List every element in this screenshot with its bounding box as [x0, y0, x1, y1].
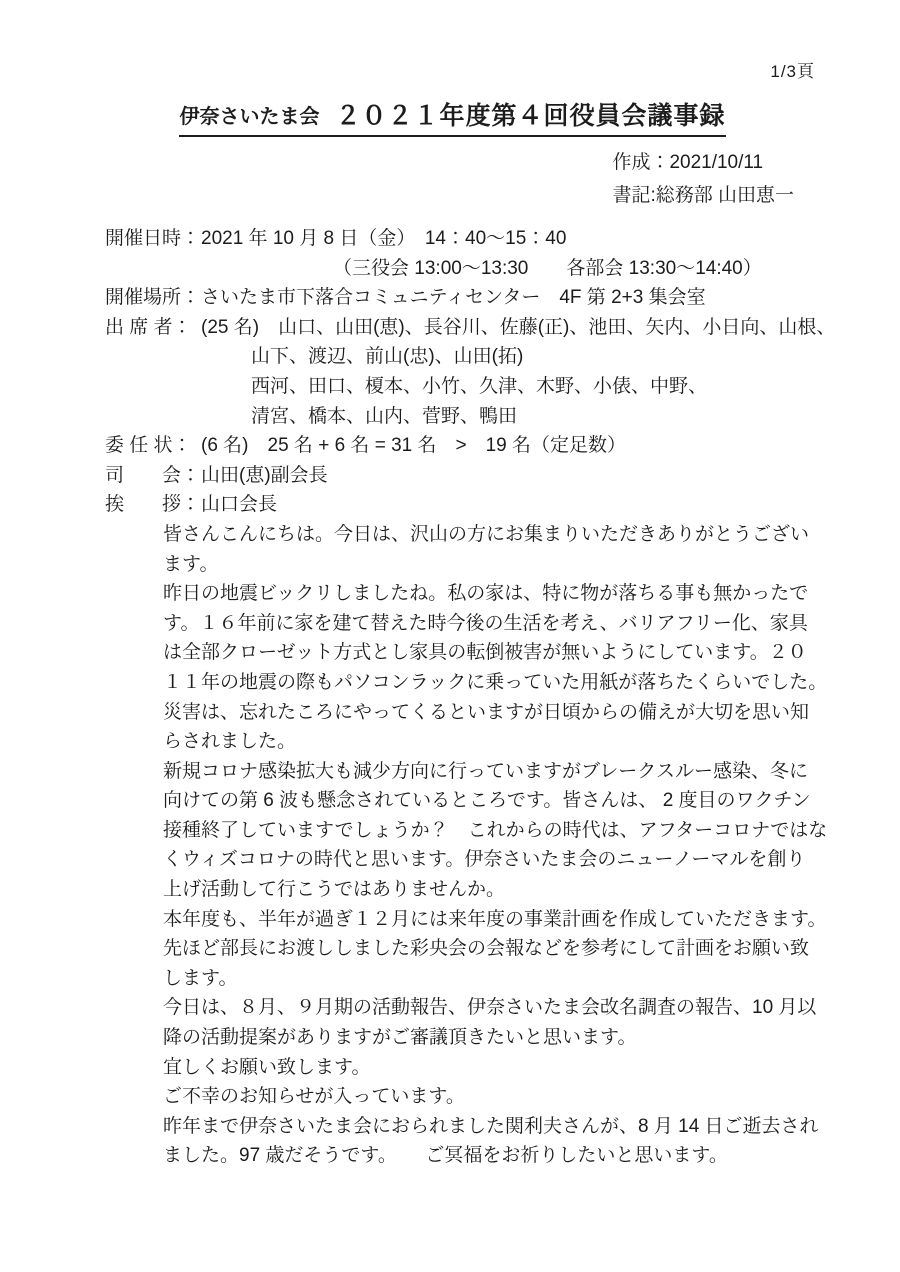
speech-line: します。 [163, 967, 238, 989]
speech-line: す。１６年前に家を建て替えた時今後の生活を考え、バリアフリー化、家具 [163, 612, 808, 634]
greeting-speech [163, 520, 828, 1171]
speech-line: 接種終了していますでしょうか？ これからの時代は、アフターコロナではな [163, 819, 828, 841]
greeting-value: 山口会長 [201, 494, 278, 516]
meeting-subtimes-row: （三役会 13:00～13:30 各部会 13:30～14:40） [333, 257, 762, 279]
created-line: 作成：2021/10/11 [612, 152, 764, 173]
moderator-value: 山田(恵)副会長 [201, 464, 328, 486]
speech-line: ます。 [163, 553, 219, 575]
speech-line: 向けての第 6 波も懸念されているところです。皆さんは、 2 度目のワクチン [163, 790, 811, 812]
speech-line: 降の活動提案がありますがご審議頂きたいと思います。 [163, 1027, 637, 1049]
speech-line: 今日は、８月、９月期の活動報告、伊奈さいたま会改名調査の報告、10 月以 [163, 997, 817, 1019]
meeting-datetime-label: 開催日時： [105, 228, 201, 249]
attendees-label: 出 席 者： [105, 316, 192, 338]
speech-line: 皆さんこんにちは。今日は、沢山の方にお集まりいただきありがとうござい [163, 523, 810, 545]
byline-block [612, 146, 794, 212]
speech-line: 新規コロナ感染拡大も減少方向に行っていますがブレークスルー感染、冬に [163, 760, 809, 782]
meeting-place-label: 開催場所： [105, 287, 201, 309]
speech-line: 上げ活動して行こうではありませんか。 [163, 879, 506, 901]
meeting-datetime-row [105, 224, 800, 254]
speech-line: 災害は、忘れたころにやってくるといますが日頃からの備えが大切を思い知 [163, 701, 810, 723]
speech-line: は全部クローゼット方式とし家具の転倒被害が無いようにしています。２０ [163, 642, 807, 664]
title-main: ２０２１年度第４回役員会議事録 [335, 102, 726, 130]
attendees-row [105, 313, 836, 343]
moderator-row [105, 461, 800, 491]
title-underline-wrap [179, 96, 725, 137]
meeting-place-value: さいたま市下落合コミュニティセンター 4F 第 2+3 集会室 [201, 287, 706, 309]
greeting-label: 挨 拶： [105, 494, 201, 516]
speech-line: らされました。 [163, 731, 297, 753]
attendees-continued-row: 西河、田口、榎本、小竹、久津、木野、小俵、中野、 [251, 375, 708, 397]
moderator-label: 司 会： [105, 464, 201, 486]
speech-line: 宜しくお願い致します。 [163, 1056, 371, 1078]
speech-line: 昨日の地震ビックリしましたね。私の家は、特に物が落ちる事も無かったで [163, 583, 809, 605]
speech-line: 昨年まで伊奈さいたま会におられました関利夫さんが、8 月 14 日ご逝去され [163, 1115, 819, 1137]
attendees-continued-row: 山下、渡辺、前山(忠)、山田(拓) [251, 346, 524, 368]
proxy-label: 委 任 状： [105, 435, 192, 457]
speech-line: くウィズコロナの時代と思います。伊奈さいたま会のニューノーマルを創り [163, 849, 806, 871]
meeting-datetime-value: 2021 年 10 月 8 日（金） 14：40～15：40 [201, 228, 567, 249]
speech-line: 先ほど部長にお渡ししました彩央会の会報などを参考にして計画をお願い致 [163, 938, 810, 960]
attendees-continued-row: 清宮、橋本、山内、菅野、鴨田 [251, 405, 518, 427]
page-number: 1/3頁 [770, 62, 815, 81]
scribe-line: 書記:総務部 山田恵一 [612, 185, 794, 206]
title-prefix: 伊奈さいたま会 [179, 106, 320, 128]
document-title [105, 96, 800, 137]
proxy-value: (6 名) 25 名 + 6 名 = 31 名 > 19 名（定足数） [201, 435, 626, 457]
attendees-value: (25 名) 山口、山田(恵)、長谷川、佐藤(正)、池田、矢内、小日向、山根、 [201, 316, 836, 338]
speech-line: 本年度も、半年が過ぎ１２月には来年度の事業計画を作成していただきます。 [163, 908, 827, 930]
speech-line: ました。97 歳だそうです。 ご冥福をお祈りしたいと思います。 [163, 1145, 728, 1167]
speech-line: ご不幸のお知らせが入っています。 [163, 1086, 465, 1108]
speech-line: １１年の地震の際もパソコンラックに乗っていた用紙が落ちたくらいでした。 [163, 671, 828, 693]
proxy-row [105, 431, 800, 461]
greeting-row [105, 490, 800, 520]
meeting-place-row [105, 283, 800, 313]
meta-section [105, 224, 836, 520]
